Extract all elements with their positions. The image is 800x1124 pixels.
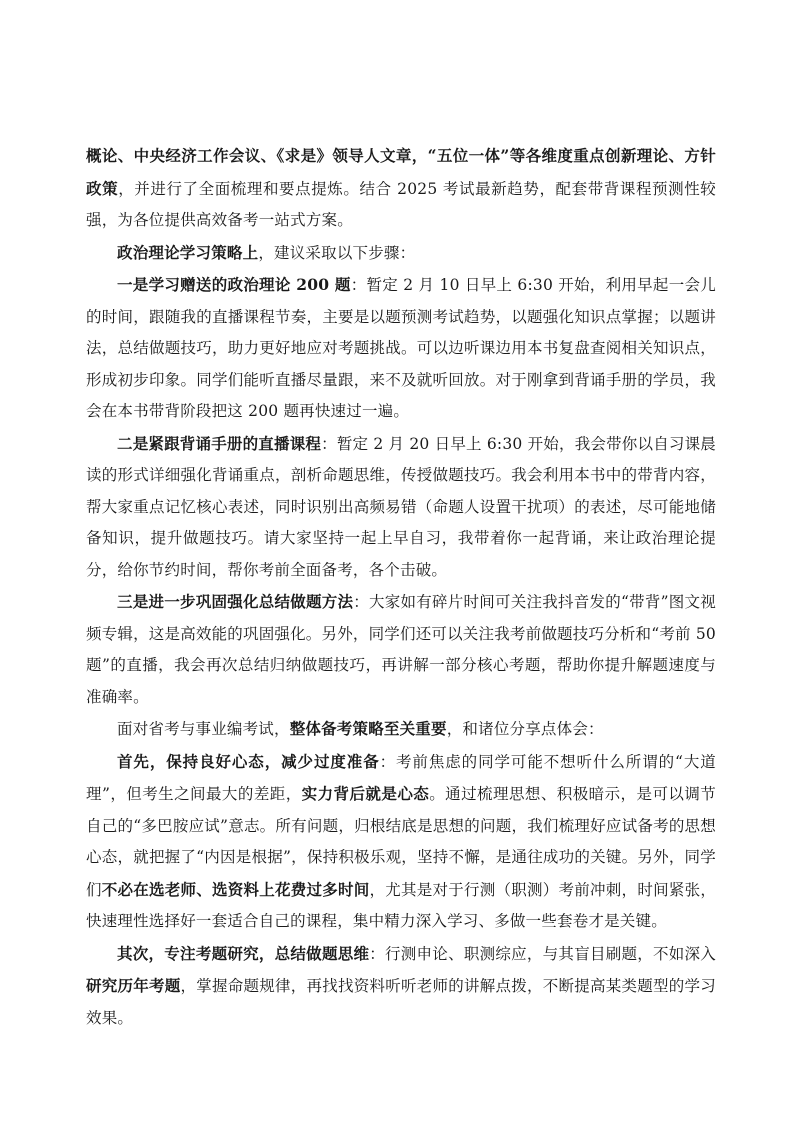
bold-text-run: 不必在选老师、选资料上花费过多时间: [101, 879, 370, 899]
text-run: ，并进行了全面梳理和要点提炼。结合 2025 考试最新趋势，配套带背课程预测性较强，为各位提供高效备考一站式方案。: [86, 179, 716, 229]
body-text: [86, 140, 716, 1034]
paragraph: [86, 140, 716, 237]
paragraph: [86, 586, 716, 713]
bold-text-run: 二是紧跟背诵手册的直播课程: [117, 433, 322, 453]
paragraph: [86, 237, 716, 270]
bold-text-run: 研究历年考题: [86, 976, 181, 995]
paragraph: [86, 713, 716, 746]
paragraph: [86, 746, 716, 938]
text-run: ：大家如有碎片时间可关注我抖音发的“带背”图文视频专辑，这是高效能的巩固强化。另外，同学们还可以关注我考前做题技巧分析和“考前 50 题”的直播，我会再次总结归纳做题技巧，再讲解一部分核心考题，帮助你提升解题速度与准确率。: [86, 593, 716, 706]
bold-text-run: 其次，专注考题研究，总结做题思维: [117, 943, 370, 963]
bold-text-run: 整体备考策略至关重要: [289, 719, 447, 738]
bold-text-run: 实力背后就是心态: [301, 784, 430, 803]
bold-text-run: 政治理论学习策略上: [117, 242, 259, 262]
text-run: ：行测申论、职测综应，与其盲目刷题，不如深入: [369, 944, 717, 963]
text-run: ：暂定 2 月 20 日早上 6:30 开始，我会带你以自习课晨读的形式详细强化背诵重点，剖析命题思维，传授做题技巧。我会利用本书中的带背内容，帮大家重点记忆核心表述，同时识别出高频易错（命题人设置干扰项）的表述，尽可能地储备知识，提升做题技巧。请大家坚持一起上早自习，我带着你一起背诵，来让政治理论提分，给你节约时间，帮你考前全面备考，各个击破。: [86, 434, 717, 579]
text-run: ：考前焦虑的同学可能不想听什么所谓的“大道理”，但考生之间最大的差距，: [86, 752, 716, 803]
text-run: ，尤其是对于行测（职测）考前冲刺，时间紧张，快速理性选择好一套适合自己的课程，集中精力深入学习、多做一些套卷才是关键。: [86, 880, 717, 930]
text-run: 面对省考与事业编考试，: [117, 720, 290, 738]
paragraph: [86, 428, 716, 587]
paragraph: [86, 938, 716, 1035]
text-run: ，掌握命题规律，再找找资料听听老师的讲解点拨，不断提高某类题型的学习效果。: [86, 977, 716, 1027]
paragraph: [86, 269, 716, 428]
text-run: 。通过梳理思想、积极暗示，是可以调节自己的“多巴胺应试”意志。所有问题，归根结底是思想的问题，我们梳理好应试备考的思想心态，就把握了“内因是根据”，保持积极乐观，坚持不懈，是通往成功的关键。另外，同学们: [86, 785, 716, 899]
text-run: ，建议采取以下步骤：: [258, 243, 416, 262]
text-run: ：暂定 2 月 10 日早上 6:30 开始，利用早起一会儿的时间，跟随我的直播课程节奏，主要是以题预测考试趋势，以题强化知识点掌握；以题讲法，总结做题技巧，助力更好地应对考题挑战。可以边听课边用本书复盘查阅相关知识点，形成初步印象。同学们能听直播尽量跟，来不及就听回放。对于刚拿到背诵手册的学员，我会在本书带背阶段把这 200 题再快速过一遍。: [86, 276, 716, 420]
bold-text-run: 首先，保持良好心态，减少过度准备: [117, 751, 380, 771]
bold-text-run: 一是学习赠送的政治理论 200 题: [117, 275, 351, 294]
text-run: ，和诸位分享点体会：: [446, 720, 604, 738]
bold-text-run: 概论、中央经济工作会议、《求是》领导人文章，“五位一体”等各维度重点创新理论、方针政策: [86, 146, 716, 198]
bold-text-run: 三是进一步巩固强化总结做题方法: [117, 592, 354, 611]
